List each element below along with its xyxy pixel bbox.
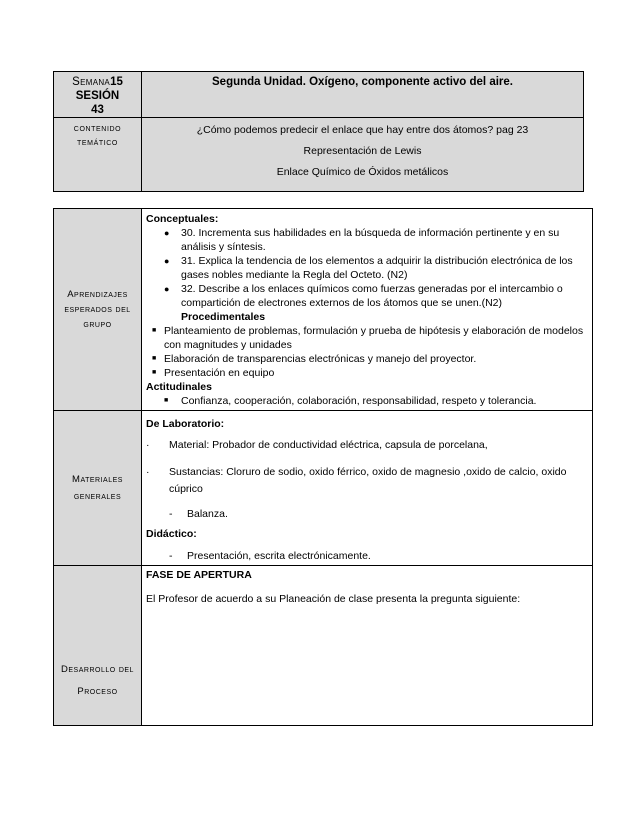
list-item: ■ Planteamiento de problemas, formulación y prueba de hipótesis y elaboración de modelos con magnitudes y unidades	[152, 325, 584, 351]
actitudinales-title: Actitudinales	[146, 381, 212, 393]
square-bullet-icon: ■	[152, 369, 157, 376]
week-session-cell	[54, 72, 142, 118]
topic-enlace: Enlace Químico de Óxidos metálicos	[276, 166, 449, 178]
list-item: · Material: Probador de conductividad eléctrica, capsula de porcelana,	[146, 439, 488, 451]
laboratorio-title: De Laboratorio:	[146, 418, 225, 430]
contenido-label-cell	[54, 118, 142, 192]
topics-cell	[142, 118, 584, 192]
dot-marker: ·	[146, 439, 150, 451]
desarrollo-content	[142, 566, 593, 726]
aprendizajes-label-cell	[54, 209, 142, 411]
square-bullet-icon: ■	[152, 355, 157, 362]
fase-title: FASE DE APERTURA	[146, 569, 252, 581]
aprendizajes-content	[142, 209, 593, 411]
tematico-label: temático	[77, 137, 118, 148]
list-item: ■ Presentación en equipo	[152, 367, 275, 379]
desarrollo-text: El Profesor de acuerdo a su Planeación de clase presenta la pregunta siguiente:	[146, 593, 521, 605]
contenido-label: contenido	[73, 123, 122, 134]
dot-marker: ·	[146, 466, 150, 478]
list-item: ■ Confianza, cooperación, colaboración, responsabilidad, respeto y tolerancia.	[164, 395, 537, 407]
list-item: · Sustancias: Cloruro de sodio, oxido férrico, oxido de magnesio ,oxido de calcio, oxido cúprico	[146, 464, 588, 498]
dash-marker: -	[169, 550, 173, 562]
bullet-icon: ●	[164, 284, 170, 294]
square-bullet-icon: ■	[152, 327, 157, 334]
bullet-icon: ●	[164, 256, 170, 266]
didactico-title: Didáctico:	[146, 528, 197, 540]
semana-label: Semana	[72, 76, 111, 88]
list-item: ● 31. Explica la tendencia de los elementos a adquirir la distribución electrónica de los gases nobles mediante la Regla del Octeto. (N2)	[164, 255, 573, 281]
conceptuales-title: Conceptuales:	[146, 213, 219, 225]
desarrollo-label-cell	[54, 566, 142, 726]
topic-lewis: Representación de Lewis	[303, 145, 422, 157]
list-item: ● 32. Describe a los enlaces químicos como fuerzas generadas por el intercambio o compartición de electrones externos de los átomos que se unen.(N2)	[164, 283, 563, 309]
plan-table	[53, 208, 593, 726]
session-header-table	[53, 71, 584, 192]
square-bullet-icon: ■	[164, 397, 169, 404]
dash-marker: -	[169, 508, 173, 520]
sesion-label: SESIÓN	[75, 90, 120, 102]
materiales-content	[142, 411, 593, 566]
desarrollo-label: Desarrollo del Proceso	[61, 664, 134, 697]
materiales-label-cell	[54, 411, 142, 566]
semana-number: 15	[110, 76, 123, 88]
list-item: - Presentación, escrita electrónicamente.	[169, 550, 371, 562]
bullet-icon: ●	[164, 228, 170, 238]
aprendizajes-label: Aprendizajes esperados del grupo	[64, 289, 131, 330]
materiales-label: Materiales generales	[72, 474, 123, 502]
list-item: ■ Elaboración de transparencias electrónicas y manejo del proyector.	[152, 353, 477, 365]
sesion-number: 43	[91, 104, 104, 116]
procedimentales-title: Procedimentales	[181, 311, 266, 323]
topic-question: ¿Cómo podemos predecir el enlace que hay entre dos átomos? pag 23	[196, 124, 529, 136]
list-item: ● 30. Incrementa sus habilidades en la búsqueda de información pertinente y en su análisis y síntesis.	[164, 227, 560, 253]
list-item: - Balanza.	[169, 508, 228, 520]
unit-title: Segunda Unidad. Oxígeno, componente activo del aire.	[142, 72, 584, 118]
